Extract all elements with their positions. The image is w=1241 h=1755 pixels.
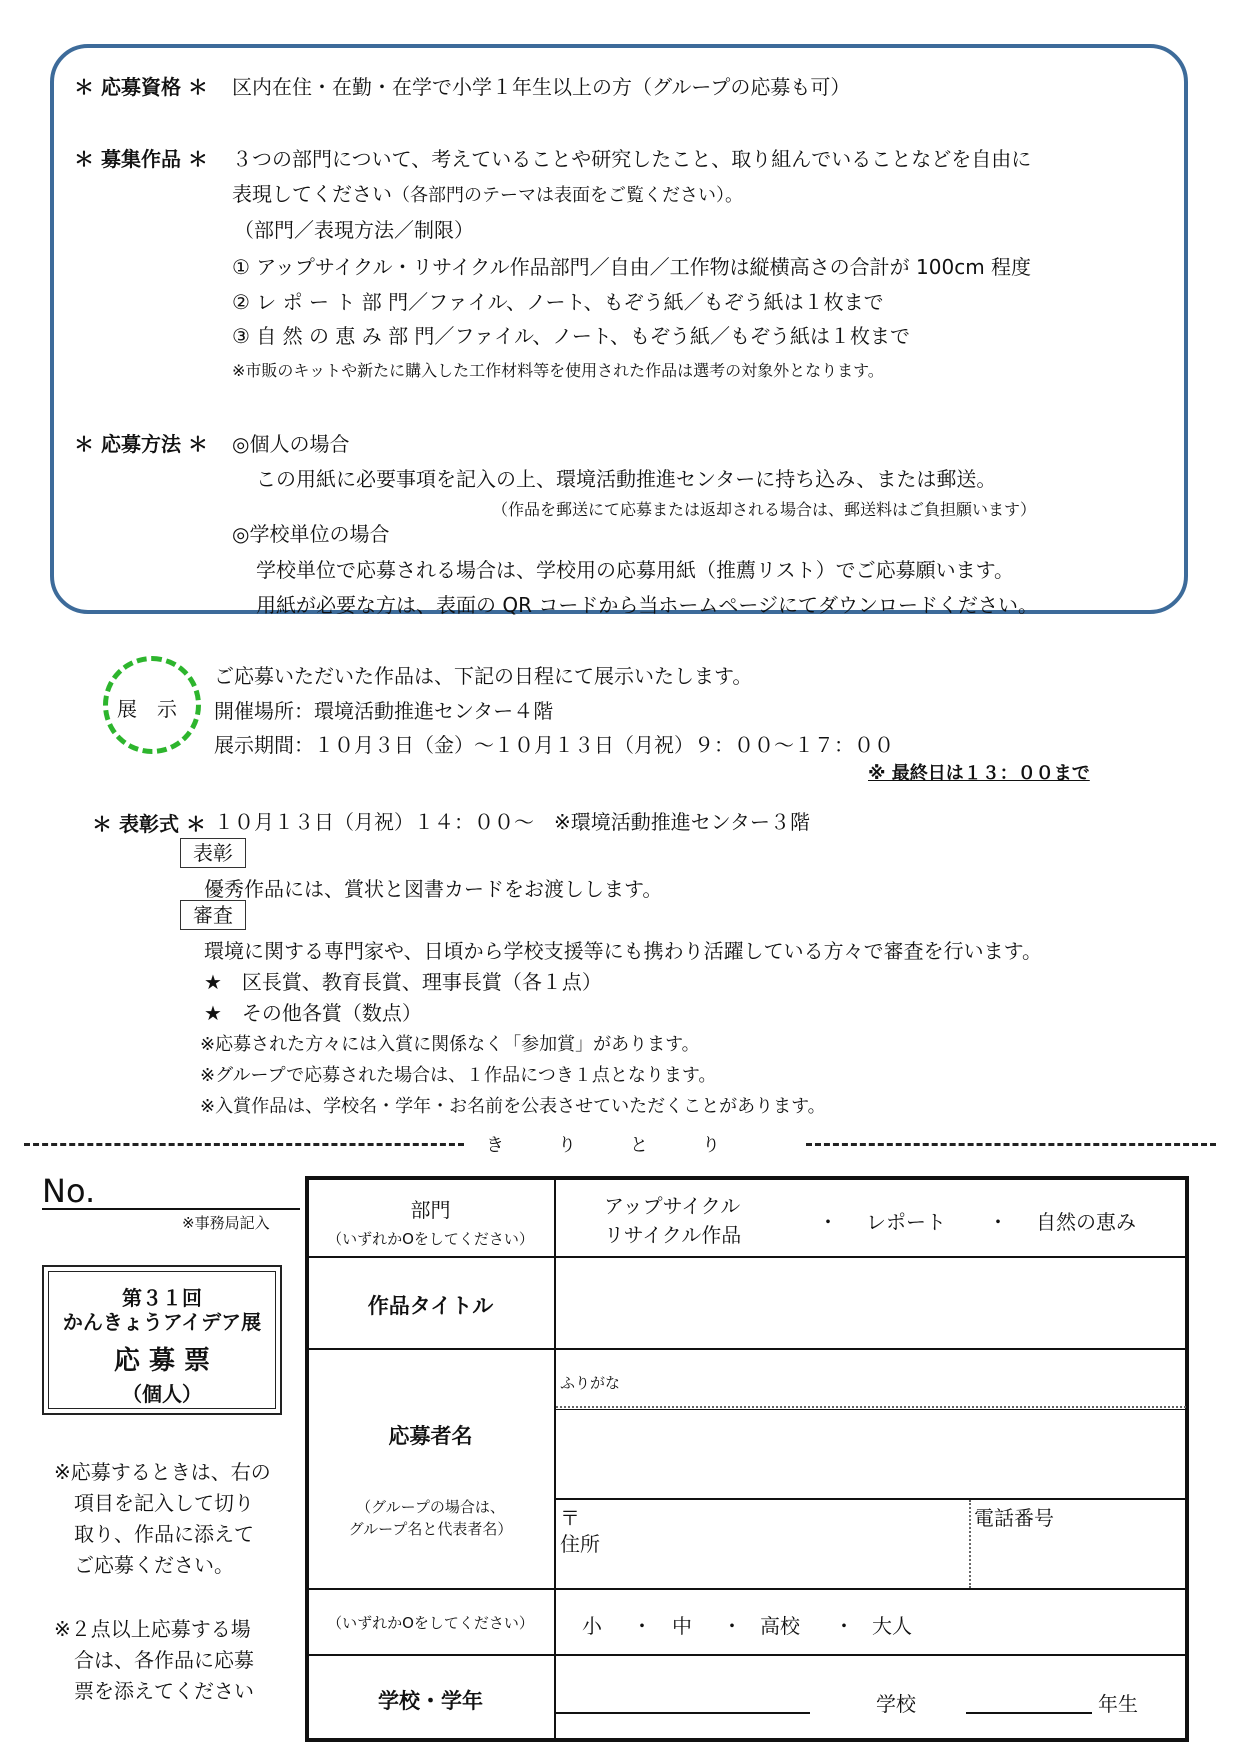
cutline-left [24, 1143, 464, 1146]
judge-text: 環境に関する専門家や、日頃から学校支援等にも携わり活躍している方々で審査を行います。 [204, 939, 1042, 963]
row-divider-1 [307, 1256, 1187, 1258]
ceremony-note-3: ※入賞作品は、学校名・学年・お名前を公表させていただくことがあります。 [200, 1096, 826, 1117]
office-note: ※事務局記入 [182, 1214, 270, 1232]
method-school-title: ◎学校単位の場合 [232, 522, 390, 546]
address-field[interactable] [558, 1530, 964, 1586]
works-label: ＊ 募集作品 ＊ [74, 147, 208, 171]
ceremony-note-1: ※応募された方々には入賞に関係なく「参加賞」があります。 [200, 1034, 700, 1055]
group-note-1: （グループの場合は、 [356, 1498, 505, 1516]
form-number-line [42, 1208, 300, 1210]
method-individual-text: この用紙に必要事項を記入の上、環境活動推進センターに持ち込み、または郵送。 [256, 467, 997, 491]
award-star-2: ★ その他各賞（数点） [204, 1001, 422, 1025]
form-subtitle: （個人） [122, 1382, 202, 1406]
grade-number-field[interactable] [966, 1712, 1092, 1714]
instruction2-line3: 票を添えてください [74, 1679, 254, 1703]
ceremony-note-2: ※グループで応募された場合は、１作品につき１点となります。 [200, 1065, 717, 1086]
grade-option-high[interactable]: 高校 [760, 1614, 800, 1638]
cutline-label: き り と り [486, 1135, 720, 1156]
applicant-name-field[interactable] [558, 1412, 1184, 1496]
award-label: 表彰 [180, 838, 246, 868]
method-individual-title: ◎個人の場合 [232, 432, 350, 456]
exhibition-badge: 展 示 [117, 697, 177, 721]
instruction1-line2: 項目を記入して切り [74, 1491, 254, 1515]
grade-option-junior[interactable]: 中 [672, 1614, 692, 1638]
eligibility-label: ＊ 応募資格 ＊ [74, 75, 208, 99]
works-item-1: ① アップサイクル・リサイクル作品部門／自由／工作物は縦横高さの合計が 100cm 程度 [232, 255, 1032, 279]
works-header: （部門／表現方法／制限） [234, 218, 474, 242]
address-phone-divider [969, 1500, 971, 1588]
address-label: 住所 [560, 1532, 600, 1556]
school-name-field[interactable] [556, 1712, 810, 1714]
works-item-2: ② レ ポ ー ト 部 門／ファイル、ノート、もぞう紙／もぞう紙は１枚まで [232, 290, 884, 314]
method-label: ＊ 応募方法 ＊ [74, 432, 208, 456]
furigana-divider-solid [556, 1409, 1186, 1410]
furigana-label: ふりがな [560, 1374, 621, 1392]
work-title-label: 作品タイトル [367, 1294, 494, 1318]
grade-circle-note: （いずれかOをしてください） [327, 1614, 534, 1632]
exhibition-note: ※ 最終日は１３：００まで [868, 763, 1090, 784]
instruction1-line4: ご応募ください。 [74, 1553, 234, 1577]
grade-dot-1: ・ [632, 1614, 652, 1638]
instruction1-line1: ※応募するときは、右の [54, 1460, 271, 1484]
works-note: ※市販のキットや新たに購入した工作材料等を使用された作品は選考の対象外となります。 [232, 361, 884, 380]
group-note-2: グループ名と代表者名） [348, 1520, 513, 1538]
exhibition-line1: ご応募いただいた作品は、下記の日程にて展示いたします。 [214, 664, 753, 688]
exhibition-line3: 展示期間：１０月３日（金）～１０月１３日（月祝）９：００～１７：００ [214, 733, 894, 757]
form-title: 応 募 票 [113, 1346, 211, 1376]
ceremony-label: ＊ 表彰式 ＊ [92, 812, 206, 836]
category-option-report[interactable]: レポート [866, 1210, 946, 1234]
category-option-nature[interactable]: 自然の恵み [1036, 1210, 1136, 1234]
cutline-right [806, 1143, 1216, 1146]
event-line1: 第３１回 [122, 1286, 202, 1310]
award-text: 優秀作品には、賞状と図書カードをお渡しします。 [204, 877, 663, 901]
judge-label: 審査 [180, 900, 246, 930]
postal-mark: 〒 [560, 1506, 580, 1530]
category-circle-note: （いずれかOをしてください） [327, 1230, 534, 1248]
row-divider-3 [307, 1588, 1187, 1590]
grade-dot-2: ・ [722, 1614, 742, 1638]
instruction2-line2: 合は、各作品に応募 [74, 1648, 254, 1672]
phone-label: 電話番号 [974, 1506, 1054, 1530]
row-divider-4 [307, 1654, 1187, 1656]
award-star-1: ★ 区長賞、教育長賞、理事長賞（各１点） [204, 970, 602, 994]
grade-option-elementary[interactable]: 小 [582, 1614, 602, 1638]
grade-suffix: 年生 [1098, 1692, 1138, 1716]
school-label: 学校・学年 [378, 1689, 483, 1713]
phone-field[interactable] [974, 1530, 1184, 1586]
work-title-field[interactable] [558, 1260, 1184, 1344]
category-option-upcycle-2[interactable]: リサイクル作品 [604, 1223, 742, 1247]
school-suffix: 学校 [876, 1692, 916, 1716]
grade-option-adult[interactable]: 大人 [872, 1614, 912, 1638]
method-school-text1: 学校単位で応募される場合は、学校用の応募用紙（推薦リスト）でご応募願います。 [256, 558, 1014, 582]
ceremony-text: １０月１３日（月祝）１４：００～ ※環境活動推進センター３階 [214, 810, 810, 834]
name-divider [556, 1498, 1186, 1500]
works-item-3: ③ 自 然 の 恵 み 部 門／ファイル、ノート、もぞう紙／もぞう紙は１枚まで [232, 324, 911, 348]
instruction1-line3: 取り、作品に添えて [74, 1522, 254, 1546]
instruction2-line1: ※２点以上応募する場 [54, 1617, 251, 1641]
category-option-upcycle-1[interactable]: アップサイクル [604, 1194, 741, 1218]
works-line2a: 表現してください [232, 182, 392, 206]
category-label: 部門 [410, 1198, 451, 1222]
eligibility-text: 区内在住・在勤・在学で小学１年生以上の方（グループの応募も可） [232, 75, 851, 99]
row-divider-2 [307, 1348, 1187, 1350]
applicant-label: 応募者名 [388, 1424, 473, 1448]
method-school-text2: 用紙が必要な方は、表面の QR コードから当ホームページにてダウンロードください。 [256, 593, 1038, 617]
method-individual-note: （作品を郵送にて応募または返却される場合は、郵送料はご負担願います） [492, 500, 1037, 519]
event-line2: かんきょうアイデア展 [62, 1310, 262, 1334]
furigana-divider [556, 1406, 1186, 1408]
category-dot-2: ・ [988, 1210, 1008, 1234]
works-line2 [232, 178, 743, 207]
works-line2b: （各部門のテーマは表面をご覧ください）。 [392, 185, 743, 206]
category-dot-1: ・ [818, 1210, 838, 1234]
works-line1: ３つの部門について、考えていることや研究したこと、取り組んでいることなどを自由に [232, 147, 1032, 171]
exhibition-line2: 開催場所：環境活動推進センター４階 [214, 699, 554, 723]
form-number-label: No. [42, 1172, 96, 1210]
grade-dot-3: ・ [834, 1614, 854, 1638]
